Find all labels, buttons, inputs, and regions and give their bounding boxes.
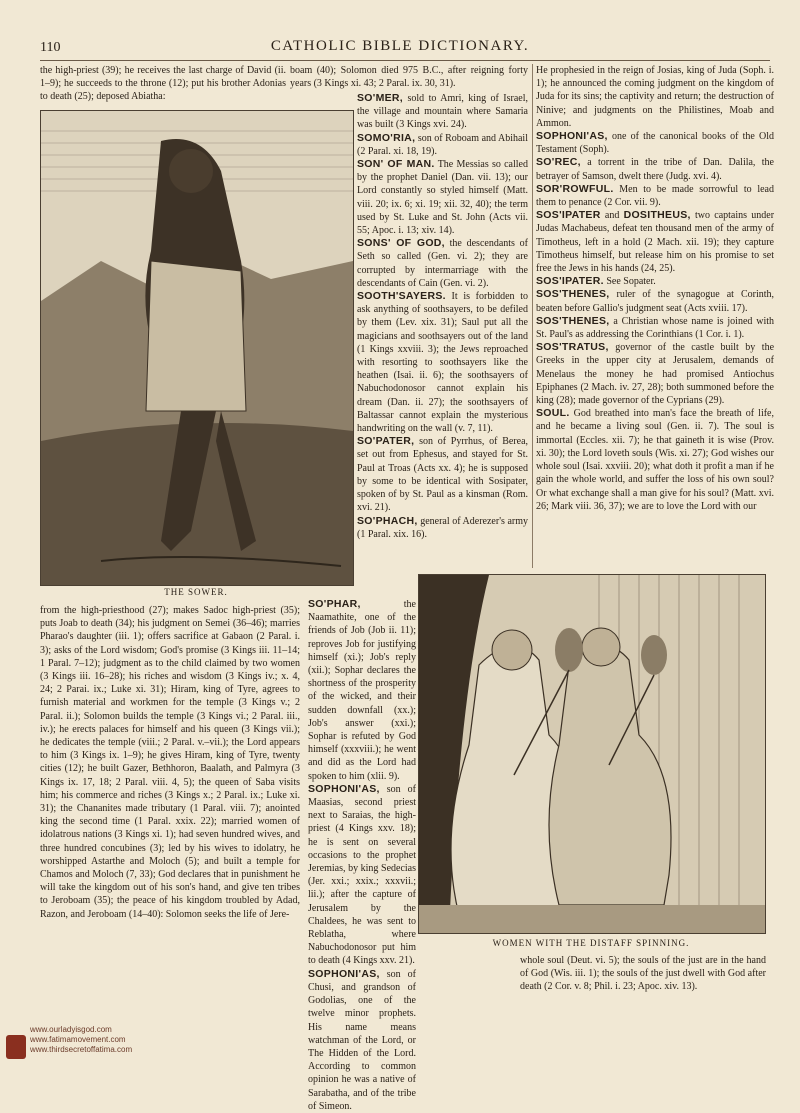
footer-links [30,1025,132,1055]
column-divider [532,64,533,568]
col1-top-text: the high-priest (39); he receives the last charge of David (ii. 1–9); he succeeds to the throne (12); put his brother Adonias to death (25); deposed Abiatha: [40,65,286,103]
col3-upper-text: He prophesied in the reign of Josias, king of Juda (Soph. i. 1); he announced the coming judgment on the kingdom of Juda for its sins; the captivity and return; the destruction of Ninive; and judgments on the Philistines, Moab and Ammon. SOPHONI'AS, one of the canonical books of the Old Testament (Soph). SO'REC, a torrent in the tribe of Dan. Dalila, the betrayer of Samson, dwelt there (Judg. xvi. 4). SOR'ROWFUL. Men to be made sorrowful to lead them to penance (2 Cor. vii. 9). SOS'IPATER and DOSITHEUS, two captains under Judas Machabeus, defeat ten thousand men of the army of Timotheus, left in a hold (2 Mach. xii. 19); they capture Timotheus himself, but release him on his promise to set free the Jews in his hands (24, 25). SOS'IPATER. See Sopater. SOS'THENES, ruler of the synagogue at Corinth, beaten before Gallio's judgment seat (Acts xviii. 17). SOS'THENES, a Christian whose name is joined with St. Paul's as addressing the Corinthians (1 Cor. i. 1). SOS'TRATUS, governor of the castle built by the Greeks in the upper city at Jerusalem, demands of Menelaus the money he had promised Antiochus Epiphanes (2 Mach. iv. 27, 28); both summoned before the king (28); made governor of the Cyprians (29). SOUL. God breathed into man's face the breath of life, and he became a living soul (Gen. ii. 7). The soul is immortal (Eccles. xii. 7); he that gaineth it is wise (Prov. xi. 30); the Lord loveth souls (Wis. xi. 27); God wishes our whole soul (Isai. xxviii. 20); what doth it profit a man if he gain the whole world, and suffer the loss of his own soul? Or what exchange shall a man give for his soul? (Matt. xvi. 26; Mark viii. 36, 37); we are to love the Lord with our [536,65,775,512]
col2-top-text: boam (40); Solomon died 975 B.C., after reigning forty years (3 Kings xi. 43; 2 Paral. ix. 30, 31). [290,65,528,90]
col3-bottom-text: whole soul (Deut. vi. 5); the souls of the just are in the hand of God (Wis. iii. 1); the souls of the just dwell with God after death (2 Cor. v. 8; Phil. i. 23; Apoc. xiv. 13). [520,955,766,993]
headword-sopater: SO'PATER, [357,435,415,448]
footer-link-3[interactable]: www.thirdsecretoffatima.com [30,1045,133,1054]
headword-dositheus: DOSITHEUS, [623,209,691,222]
watermark-seal [6,1035,26,1059]
headword-sophonias-2: SOPHONI'AS, [308,967,380,980]
sower-illustration [40,110,354,586]
page-title: CATHOLIC BIBLE DICTIONARY. [270,38,530,54]
footer-link-2[interactable]: www.fatimamovement.com [30,1035,126,1044]
spinning-engraving [419,575,765,933]
headword-sosipater: SOS'IPATER [536,209,601,222]
headword-somoria: SOMO'RIA, [357,131,416,144]
headword-sosthenes-1: SOS'THENES, [536,288,610,301]
header-rule [40,60,770,61]
headword-sophonias-3: SOPHONI'AS, [536,130,608,143]
sower-caption: THE SOWER. [164,587,228,597]
sower-engraving [41,111,353,585]
col1-bottom-text: from the high-priesthood (27); makes Sadoc high-priest (35); puts Joab to death (34); his judgment on Semei (36–46); marries Pharao's daughter (iii. 1); offers sacrifice at Gabaon (2 Paral. i. 3); asks of the Lord wisdom; God's promise (3 Kings iii. 11–14; 1 Paral. 7–12); judgment as to the child claimed by two women (3 Kings iii. 16–28); his riches and wisdom (3 Kings iv.; x. 4, 24; 2 Parai. ix.; Luke xi. 31); Hiram, king of Tyre, agrees to furnish material and workmen for the temple (3 Kings v.; 2 Paral. ii.); Solomon builds the temple (3 Kings vi.; 2 Paral. iii., iv.); he erects palaces for himself and his queen (3 Kings vii.); he dedicates the temple (viii.; 2 Paral. v.–vii.); the Lord appears to him (3 Kings ix. 1–9); he gives Hiram, king of Tyre, twenty cities (12); he built Gazer, Bethhoron, Baalath, and Palmyra (3 Kings ix. 17, 18; 2 Paral. viii. 4, 5); the queen of Saba visits him; his commerce and riches (3 Kings x.; 2 Paral. ix.; Luke xi. 31); the Chananites made tributary (1 Paral. viii. 7); anointed king the second time (1 Paral. xxix. 22); married women of idolatrous nations (3 Kings xi. 1); had seven hundred wives, and three hundred concubines (3); led by his wives to idolatry, he worshipped Astarthe and Moloch (5); and built a temple for Chamos and Moloch (7, 33); God declares that in punishment he will take the kingdom out of his son's hand, and give ten tribes to Jeroboam (35); the peace of his kingdom troubled by Adad, Razon, and Jeroboam (14–40): Solomon seeks the life of Jere- [40,605,300,920]
headword-sophonias-1: SOPHONI'AS, [308,782,380,795]
headword-sostratus: SOS'TRATUS, [536,341,609,354]
headword-sorec: SO'REC, [536,156,581,169]
headword-sosthenes-2: SOS'THENES, [536,314,610,327]
col2-side-text: SO'MER, sold to Amri, king of Israel, the village and mountain where Samaria was built (3 Kings xvi. 24). SOMO'RIA, son of Roboam and Abihail (2 Paral. xi. 18, 19). SON' OF MAN. The Messias so called by the prophet Daniel (Dan. vii. 13); our Lord constantly so styled himself (Matt. viii. 20; ix. 6; xi. 19; xii. 32, 40); the term used by St. Luke and St. John (Acts vii. 55; Apoc. i. 13; xiv. 14). SONS' OF GOD, the descendants of Seth so called (Gen. vi. 2); they are corrupted by intermarriage with the descendants of Cain (Gen. vi. 2). SOOTH'SAYERS. It is forbidden to ask anything of soothsayers, to be defiled by them (Lev. xix. 31); Saul put all the magicians and soothsayers out of the land (1 Kings xxviii. 3); the Jews reproached with resorting to soothsayers like the heathen (Isai. ii. 6); the soothsayers of Nabuchodonosor cannot explain his dream (Dan. ii. 27); the soothsayers of Baltassar cannot explain the mysterious handwriting on the wall (v. 7, 11). SO'PATER, son of Pyrrhus, of Berea, set out from Ephesus, and stayed for St. Paul at Troas (Acts xx. 4); he is supposed by some to be identical with Sosipater, spoken of by St. Paul as a kinsman (Rom. xvi. 21). SO'PHACH, general of Aderezer's army (1 Paral. xix. 16). [357,92,529,540]
headword-son-of-man: SON' OF MAN. [357,158,435,171]
headword-sophach: SO'PHACH, [357,514,418,527]
footer-link-1[interactable]: www.ourladyisgod.com [30,1025,112,1034]
headword-soothsayers: SOOTH'SAYERS. [357,290,446,303]
headword-sorrowful: SOR'ROWFUL. [536,182,614,195]
headword-sosipater-2: SOS'IPATER. [536,275,604,288]
col2-lower-text: SO'PHAR, the Naamathite, one of the friends of Job (Job ii. 11); reproves Job for justifying himself (xi.); Job's reply (xii.); Sophar declares the shortness of the prosperity of the wicked, and their sudden downfall (xx.); Job's answer (xxi.); Sophar is refuted by God himself (xxxviii.); he went and did as the Lord had spoken to him (xlii. 9). SOPHONI'AS, son of Maasias, second priest next to Saraias, the high-priest (4 Kings xxv. 18); he is sent on several occasions to the prophet Jeremias, by king Sedecias (Jer. xxi.; xxix.; xxxvii.; lii.); after the capture of Jerusalem by the Chaldees, he was sent to Reblatha, where Nabuchodonosor put him to death (4 Kings xxv. 21). SOPHONI'AS, son of Chusi, and grandson of Godolias, one of the twelve minor prophets. His name means watchman of the Lord, or The Hidden of the Lord. According to common opinion he was a native of Sarabatha, and of the tribe of Simeon. [308,598,416,1112]
spinning-caption: WOMEN WITH THE DISTAFF SPINNING. [492,938,690,948]
headword-sophar: SO'PHAR, [308,598,361,610]
headword-sons-of-god: SONS' OF GOD, [357,237,445,250]
page-number: 110 [40,40,61,55]
spinning-women-illustration [418,574,766,934]
headword-soul: SOUL. [536,407,570,420]
headword-somer: SO'MER, [357,92,404,104]
